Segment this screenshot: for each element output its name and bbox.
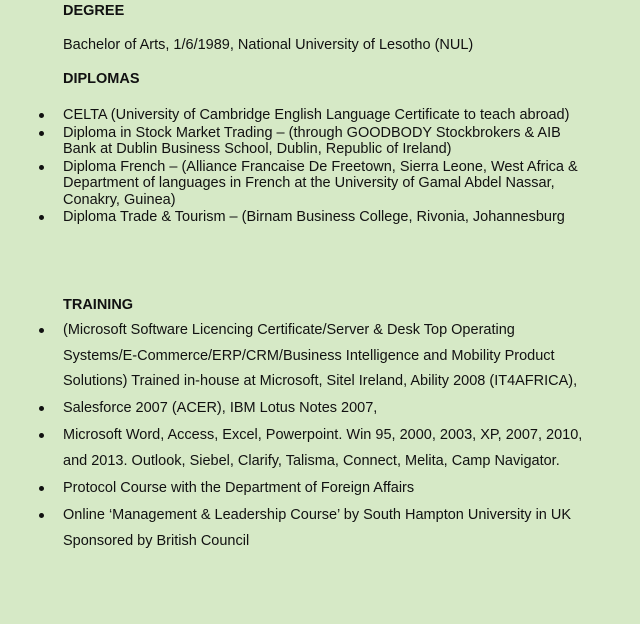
list-item: Protocol Course with the Department of Foreign Affairs — [0, 476, 583, 502]
degree-heading: DEGREE — [63, 3, 125, 19]
list-item: Diploma French – (Alliance Francaise De Freetown, Sierra Leone, West Africa & Department of languages in French at the University of Gamal Abdel Nassar, Conakry, Guinea) — [0, 159, 583, 209]
list-item: Diploma in Stock Market Trading – (through GOODBODY Stockbrokers & AIB Bank at Dublin Business School, Dublin, Republic of Ireland) — [0, 125, 583, 158]
list-item: Salesforce 2007 (ACER), IBM Lotus Notes 2007, — [0, 396, 583, 422]
list-item: (Microsoft Software Licencing Certificate/Server & Desk Top Operating Systems/E-Commerce/ERP/CRM/Business Intelligence and Mobility Product Solutions) Trained in-house at Microsoft, Sitel Ireland, Ability 2008 (IT4AFRICA), — [0, 318, 583, 395]
diplomas-list — [0, 107, 583, 227]
diplomas-heading: DIPLOMAS — [63, 71, 140, 87]
list-item: Online ‘Management & Leadership Course’ by South Hampton University in UK Sponsored by British Council — [0, 503, 583, 554]
degree-text: Bachelor of Arts, 1/6/1989, National University of Lesotho (NUL) — [63, 37, 474, 53]
training-heading: TRAINING — [63, 297, 134, 313]
list-item: Diploma Trade & Tourism – (Birnam Business College, Rivonia, Johannesburg — [0, 209, 583, 226]
list-item: CELTA (University of Cambridge English Language Certificate to teach abroad) — [0, 107, 583, 124]
list-item: Microsoft Word, Access, Excel, Powerpoint. Win 95, 2000, 2003, XP, 2007, 2010, and 2013. Outlook, Siebel, Clarify, Talisma, Connect, Melita, Camp Navigator. — [0, 423, 583, 474]
training-list — [0, 318, 583, 556]
